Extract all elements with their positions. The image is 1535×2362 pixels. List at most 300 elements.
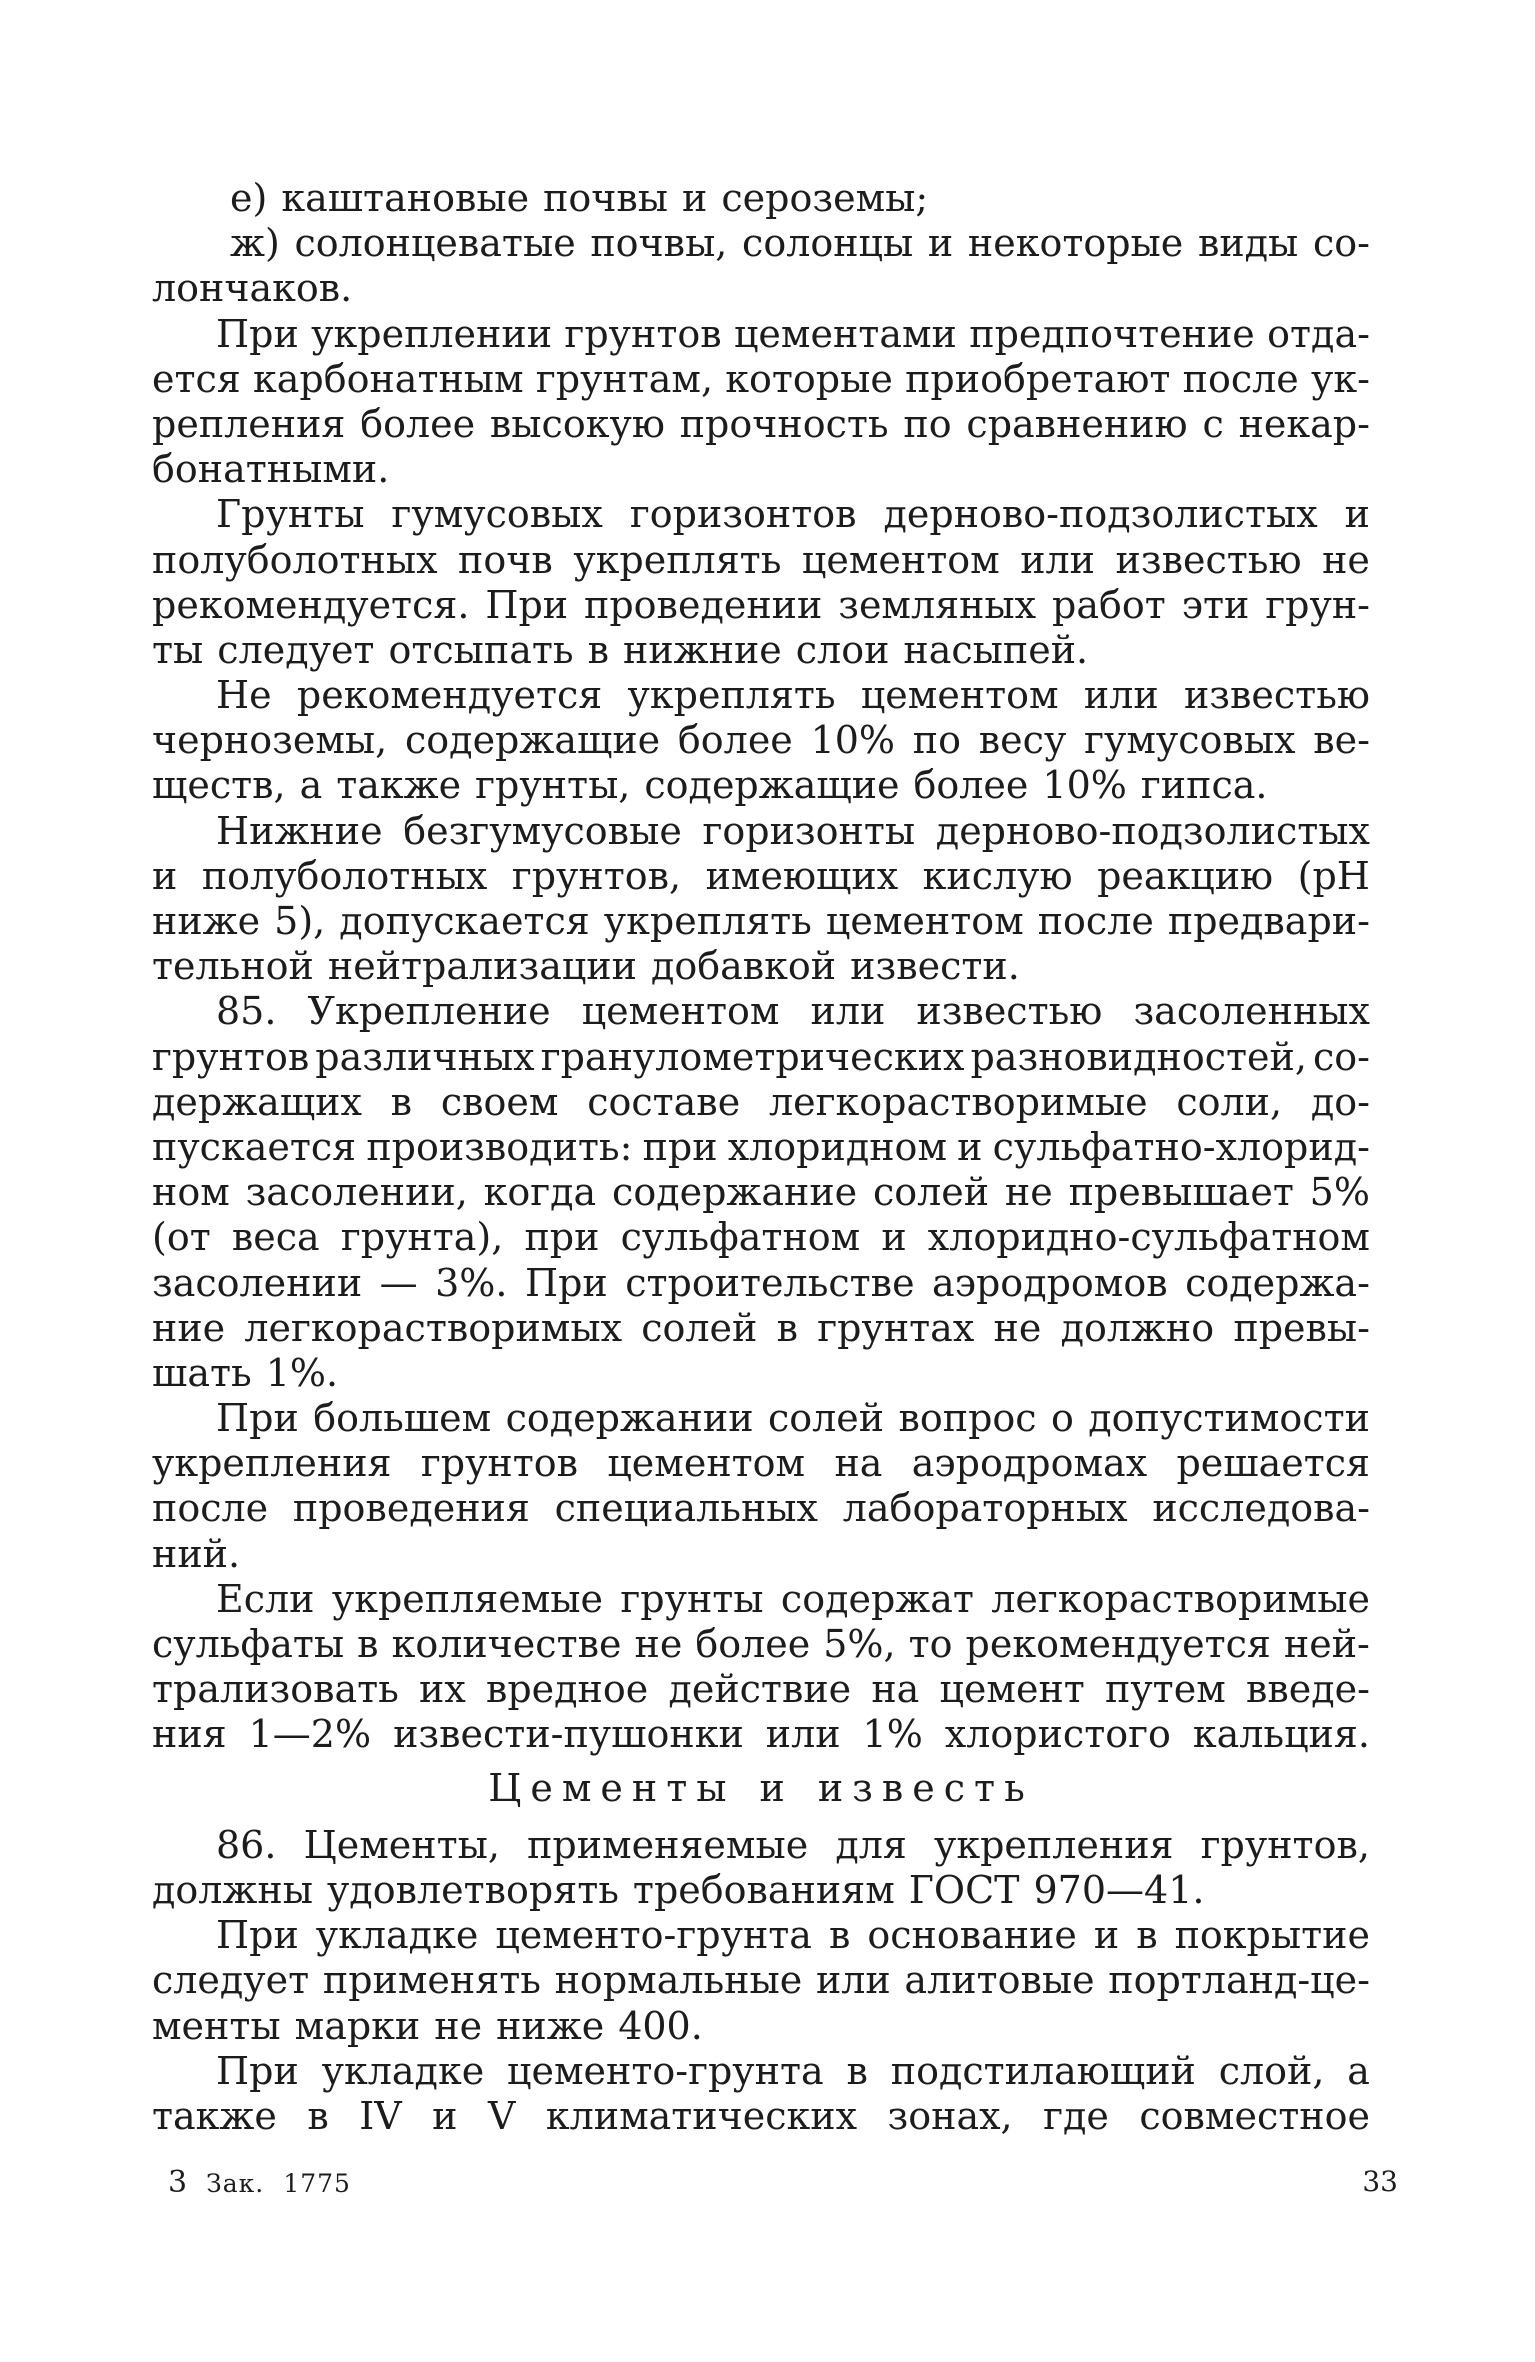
word: засолении,: [245, 1170, 468, 1215]
page-footer: [168, 2165, 1398, 2200]
word: горизонтов: [629, 492, 857, 537]
page-number: 33: [1362, 2165, 1398, 2198]
word: не: [1322, 537, 1370, 582]
word: менты: [152, 2003, 281, 2048]
word: количестве: [391, 1622, 622, 1666]
word: и: [1093, 1913, 1120, 1958]
text-line: [152, 2094, 1370, 2139]
word: грунтов: [152, 1034, 310, 1079]
word: добавкой: [650, 944, 837, 989]
word: слои: [795, 627, 890, 672]
word: содержащие: [405, 718, 661, 763]
word: в: [776, 1305, 798, 1350]
word: грунты,: [475, 763, 631, 808]
word: Укрепление: [307, 989, 551, 1034]
word: со-: [1313, 1034, 1370, 1079]
word: безгумусовые: [403, 808, 682, 853]
word: для: [835, 1822, 907, 1867]
word: грунты: [620, 1576, 764, 1621]
word: Не: [216, 673, 272, 718]
word: 5%,: [823, 1622, 896, 1666]
word: укреплять: [603, 899, 812, 943]
text-line: [152, 989, 1370, 1034]
word: рекомендуется: [296, 673, 603, 718]
word: ний.: [152, 1531, 241, 1576]
word: слой,: [1218, 2048, 1325, 2093]
word: эти: [1181, 582, 1250, 627]
word: полуболотных: [201, 853, 488, 898]
word: со-: [1312, 221, 1370, 266]
word: содержащие: [644, 763, 900, 808]
word: дерново-подзолистых: [883, 492, 1318, 537]
word: V: [487, 2093, 516, 2138]
word: репления: [152, 401, 346, 446]
word: укрепления: [933, 1822, 1174, 1867]
word: сульфаты: [152, 1622, 345, 1666]
word: превы-: [1233, 1305, 1370, 1350]
word: —: [379, 1260, 418, 1305]
word: известью: [916, 989, 1103, 1034]
word: карбонатным: [252, 356, 524, 401]
word: сульфатном: [620, 1215, 861, 1260]
text-line: [152, 1577, 1370, 1622]
word: насыпей.: [903, 627, 1089, 672]
word: известью: [1183, 673, 1370, 718]
word: Нижние: [216, 808, 383, 853]
word: извести.: [850, 944, 1020, 989]
word: производить:: [366, 1124, 633, 1169]
word: удовлетворять: [326, 1867, 619, 1912]
word: а: [299, 763, 323, 808]
text-line: [152, 1441, 1370, 1486]
text-line: [152, 1170, 1370, 1215]
word: солонцеватые: [294, 221, 576, 266]
word: грунта),: [340, 1215, 504, 1260]
word: бонатными.: [152, 447, 390, 492]
text-line: [152, 492, 1370, 537]
word: и: [152, 853, 178, 898]
word: не: [434, 2003, 483, 2048]
word: нижние: [623, 627, 782, 672]
word: высокую: [489, 401, 665, 446]
word: кислую: [922, 853, 1073, 898]
word: зонах,: [887, 2093, 1013, 2138]
signature-number: 3: [168, 2165, 188, 2200]
word: предпочтение: [969, 311, 1255, 356]
word: 1%.: [265, 1350, 339, 1395]
word: то: [908, 1622, 953, 1666]
word: составе: [587, 1079, 741, 1124]
text-line: [152, 2049, 1370, 2094]
word: в: [846, 2048, 868, 2093]
word: весу: [978, 718, 1067, 763]
word: содержа-: [1185, 1260, 1370, 1305]
word: 1%: [862, 1712, 923, 1757]
text-line: [152, 1215, 1370, 1260]
word: лабораторных: [842, 1486, 1128, 1531]
word: которые: [725, 356, 893, 401]
word: грунтов,: [511, 853, 682, 898]
text-line: [152, 673, 1370, 718]
word: более: [913, 763, 1029, 808]
word: цементом: [801, 537, 1000, 582]
word: цементом: [825, 899, 1024, 943]
text-line: [152, 176, 1370, 221]
word: 85.: [216, 989, 277, 1034]
word: укреплять: [627, 673, 836, 718]
word: 86.: [216, 1822, 277, 1867]
word: ния: [152, 1712, 227, 1757]
word: допустимости: [1088, 1396, 1370, 1441]
word: превышает: [1068, 1170, 1294, 1215]
word: когда: [483, 1170, 597, 1215]
word: 10%: [810, 718, 896, 763]
word: некар-: [1238, 401, 1370, 446]
word: укладке: [315, 1913, 479, 1958]
text-line: [152, 628, 1370, 673]
word: на: [871, 1667, 920, 1712]
word: При: [216, 1913, 299, 1958]
word: проведения: [292, 1486, 530, 1531]
word: почвы,: [590, 221, 728, 266]
word: дерново-подзолистых: [935, 808, 1370, 853]
word: своем: [440, 1079, 559, 1124]
text-line: [152, 266, 1370, 311]
word: пускается: [152, 1124, 357, 1169]
text-line: [152, 1532, 1370, 1577]
word: и: [1344, 492, 1370, 537]
word: хлоридно-сульфатном: [927, 1215, 1370, 1260]
word: гипса.: [1140, 763, 1268, 808]
word: в: [390, 1079, 413, 1124]
word: и: [957, 1124, 983, 1169]
word: алитовые: [904, 1958, 1095, 2003]
word: содержат: [780, 1576, 974, 1621]
word: покрытие: [1174, 1913, 1370, 1958]
word: и: [881, 1215, 907, 1260]
word: грунтах: [817, 1305, 975, 1350]
word: в: [307, 2093, 329, 2138]
word: легкорастворимые: [768, 1079, 1148, 1124]
word: солонцы: [742, 221, 914, 266]
order-number: 1775: [283, 2169, 351, 2198]
word: кальция.: [1192, 1712, 1370, 1757]
word: виды: [1197, 221, 1299, 266]
word: большем: [313, 1396, 492, 1441]
text-line: [152, 312, 1370, 357]
word: а: [1347, 2048, 1370, 2093]
word: рекомендуется: [965, 1622, 1271, 1666]
word: более: [677, 718, 793, 763]
word: решается: [1176, 1441, 1370, 1486]
word: работ: [1052, 582, 1166, 627]
word: основание: [867, 1913, 1077, 1958]
word: должны: [152, 1867, 313, 1912]
text-line: [152, 447, 1370, 492]
word: нормальные: [554, 1958, 803, 2003]
text-line: [152, 763, 1370, 808]
word: 970—41.: [1033, 1867, 1205, 1912]
word: шать: [152, 1350, 252, 1395]
word: При: [485, 582, 569, 627]
word: укрепляемые: [331, 1576, 603, 1621]
word: нейтрализации: [327, 944, 637, 989]
word: хлористого: [944, 1712, 1171, 1757]
word: после: [1037, 899, 1154, 943]
word: и: [759, 1765, 794, 1810]
word: держащих: [152, 1079, 362, 1124]
word: земляных: [838, 582, 1037, 627]
text-line: [152, 1823, 1370, 1868]
word: или: [765, 1712, 841, 1757]
word: после: [152, 1486, 269, 1531]
word: о: [1050, 1396, 1074, 1441]
word: отсыпать: [388, 627, 574, 672]
word: грунтов: [564, 311, 722, 356]
word: трализовать: [152, 1667, 399, 1712]
text-line: [152, 1622, 1370, 1667]
word: или: [1020, 537, 1096, 582]
word: содержании: [505, 1396, 754, 1441]
word: на: [834, 1441, 883, 1486]
word: 10%: [1042, 763, 1127, 808]
text-line: [152, 1306, 1370, 1351]
word: в: [828, 1913, 851, 1958]
word: более: [695, 1622, 811, 1666]
word: засоленных: [1133, 989, 1370, 1034]
word: также: [336, 763, 462, 808]
word: 400.: [618, 2003, 703, 2048]
word: в: [357, 1622, 379, 1666]
word: тельной: [152, 944, 314, 989]
text-line: [152, 583, 1370, 628]
word: черноземы,: [152, 718, 388, 763]
word: цементо-грунта: [507, 2048, 824, 2093]
word: сравнению: [966, 401, 1188, 446]
word: лончаков.: [152, 266, 353, 311]
word: по: [903, 401, 952, 446]
word: содержание: [612, 1170, 858, 1215]
word: цементом: [581, 989, 780, 1034]
word: требованиям: [632, 1867, 895, 1912]
word: рекомендуется.: [152, 582, 470, 627]
word: засолении: [152, 1260, 363, 1305]
word: или: [815, 1958, 891, 2003]
word: ГОСТ: [908, 1867, 1020, 1912]
word: исследова-: [1152, 1486, 1370, 1531]
word: аэродромах: [911, 1441, 1148, 1486]
word: портланд-це-: [1108, 1958, 1370, 2003]
word: каштановые: [281, 176, 530, 220]
word: по: [912, 718, 962, 763]
word: 5%: [1309, 1170, 1370, 1215]
text-line: [152, 1080, 1370, 1125]
word: прочность: [679, 401, 889, 446]
text-line: [152, 944, 1370, 989]
word: приобретают: [905, 356, 1171, 401]
word: 3%.: [435, 1260, 508, 1305]
word: легкорастворимые: [991, 1576, 1370, 1621]
word: строительстве: [625, 1260, 915, 1305]
word: вредное: [485, 1667, 649, 1712]
word: ней-: [1283, 1622, 1370, 1666]
word: аэродромов: [932, 1260, 1168, 1305]
word: следует: [217, 627, 375, 672]
word: цементом: [607, 1441, 806, 1486]
word: хлоридном: [727, 1124, 947, 1169]
word: ж): [230, 221, 280, 266]
word: При: [216, 1396, 299, 1441]
word: с: [1202, 401, 1224, 446]
word: грунтов,: [1200, 1822, 1370, 1867]
word: При: [216, 2048, 299, 2093]
word: и: [432, 2093, 458, 2138]
text-line: [152, 538, 1370, 583]
word: веса: [231, 1215, 320, 1260]
word: Грунты: [216, 492, 365, 537]
word: е): [230, 176, 268, 220]
text-line: [152, 1868, 1370, 1913]
word: должно: [1060, 1305, 1215, 1350]
word: следует: [152, 1958, 310, 2003]
word: ты: [152, 627, 204, 672]
word: более: [360, 401, 476, 446]
word: ние: [152, 1305, 226, 1350]
word: сульфатно-хлорид-: [992, 1124, 1370, 1169]
word: или: [1083, 673, 1159, 718]
word: имеющих: [705, 853, 899, 898]
word: климатических: [545, 2093, 858, 2138]
word: грунтов: [420, 1441, 579, 1486]
word: разновидностей,: [970, 1034, 1307, 1079]
text-line: [152, 1712, 1370, 1757]
word: ется: [152, 356, 241, 401]
word: ве-: [1313, 718, 1370, 763]
word: гранулометрических: [540, 1034, 965, 1079]
text-line: [152, 221, 1370, 266]
word: легкорастворимых: [244, 1305, 622, 1350]
text-line: [152, 1125, 1370, 1170]
word: допускается: [339, 899, 590, 943]
word: ук-: [1311, 356, 1370, 401]
text-line: [152, 1913, 1370, 1958]
word: сероземы;: [721, 176, 929, 220]
word: цементо-грунта: [495, 1913, 812, 1958]
word: При: [524, 1260, 608, 1305]
text-line: [152, 1486, 1370, 1531]
word: 1—2%: [248, 1712, 372, 1757]
word: не: [1004, 1170, 1053, 1215]
word: ниже: [152, 899, 261, 943]
text-line: [152, 854, 1370, 899]
word: ном: [152, 1170, 230, 1215]
word: реакцию: [1097, 853, 1274, 898]
page-body-text: [152, 176, 1370, 2139]
text-line: [152, 809, 1370, 854]
word: марки: [294, 2003, 421, 2048]
text-line: [152, 1396, 1370, 1441]
text-line: [152, 1351, 1370, 1396]
word: проведении: [584, 582, 823, 627]
word: укладке: [321, 2048, 485, 2093]
word: При: [216, 311, 299, 356]
word: в: [587, 627, 609, 672]
word: солей: [641, 1305, 758, 1350]
text-line: [152, 1958, 1370, 2003]
word: полуболотных: [152, 537, 438, 582]
word: (от: [152, 1215, 211, 1260]
word: цементом: [860, 673, 1059, 718]
word: до-: [1310, 1079, 1370, 1124]
word: гумусовых: [1084, 718, 1296, 763]
word: известь: [817, 1765, 1034, 1810]
word: гумусовых: [391, 492, 603, 537]
word: почвы: [543, 176, 669, 220]
word: специальных: [554, 1486, 818, 1531]
word: не: [634, 1622, 683, 1666]
word: 5),: [274, 899, 326, 943]
order-label: Зак.: [206, 2169, 265, 2198]
word: их: [419, 1667, 466, 1712]
text-line: [152, 1035, 1370, 1080]
word: почв: [458, 537, 553, 582]
word: цементами: [734, 311, 957, 356]
word: некоторые: [967, 221, 1184, 266]
word: горизонты: [702, 808, 916, 853]
text-line: [152, 718, 1370, 763]
printer-signature: [168, 2165, 351, 2200]
word: солей: [872, 1170, 990, 1215]
word: укреплять: [573, 537, 782, 582]
word: ществ,: [152, 763, 286, 808]
word: Цементы: [488, 1765, 736, 1810]
word: при: [642, 1124, 718, 1169]
word: отда-: [1267, 311, 1370, 356]
word: извести-пушонки: [393, 1712, 744, 1757]
word: и: [927, 221, 954, 266]
word: применяемые: [527, 1822, 809, 1867]
word: в: [1136, 1913, 1158, 1958]
word: и: [682, 176, 708, 220]
word: где: [1043, 2093, 1109, 2138]
word: грунтам,: [535, 356, 714, 401]
word: путем: [1105, 1667, 1226, 1712]
word: укрепления: [152, 1441, 392, 1486]
section-heading: [152, 1766, 1370, 1811]
word: совместное: [1139, 2093, 1370, 2138]
word: (рН: [1297, 853, 1370, 898]
word: после: [1182, 356, 1299, 401]
word: вопрос: [898, 1396, 1037, 1441]
word: предвари-: [1167, 899, 1370, 943]
word: действие: [668, 1667, 852, 1712]
word: укреплении: [311, 311, 553, 356]
text-line: [152, 899, 1370, 944]
word: не: [993, 1305, 1042, 1350]
word: Если: [216, 1576, 315, 1621]
word: грун-: [1265, 582, 1370, 627]
word: солей: [767, 1396, 885, 1441]
word: IV: [359, 2093, 402, 2138]
word: также: [152, 2093, 277, 2138]
text-line: [152, 1261, 1370, 1306]
word: ниже: [496, 2003, 605, 2048]
word: соли,: [1176, 1079, 1283, 1124]
word: или: [810, 989, 886, 1034]
word: подстилающий: [890, 2048, 1196, 2093]
text-line: [152, 402, 1370, 447]
text-line: [152, 357, 1370, 402]
